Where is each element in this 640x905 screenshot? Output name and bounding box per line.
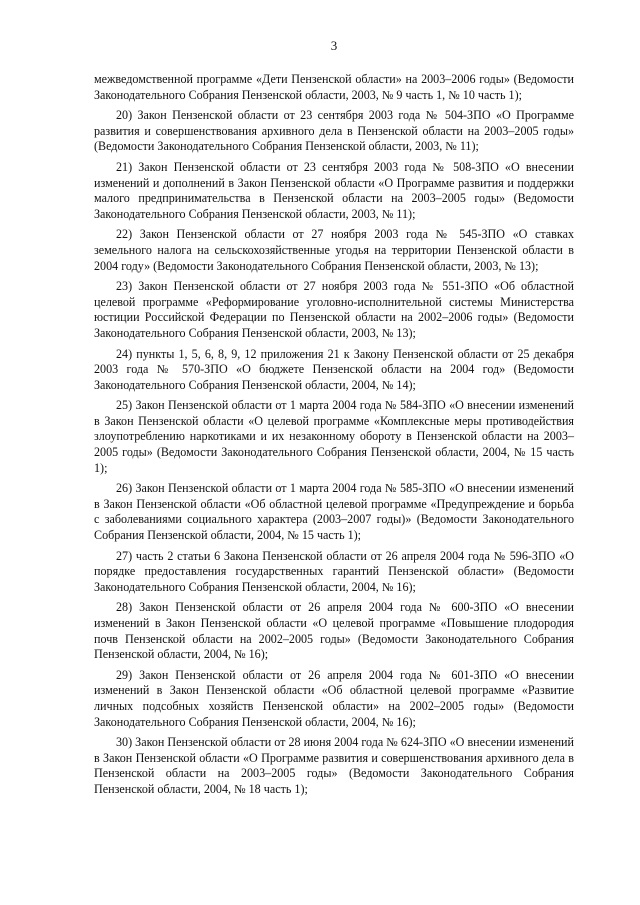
list-item-27: 27) часть 2 статьи 6 Закона Пензенской области от 26 апреля 2004 года № 596-ЗПО «О порядке предоставления государственных гарантий Пензенской области» (Ведомости Законодательного Собрания Пензенской области, 2004, № 16); bbox=[94, 548, 574, 594]
list-item-25: 25) Закон Пензенской области от 1 марта 2004 года № 584-ЗПО «О внесении изменений в Закон Пензенской области «О целевой программе «Комплексные меры противодействия злоупотреблению наркотиками и их незаконному обороту в Пензенской области на 2003–2005 годы» (Ведомости Законодательного Собрания Пензенской области, 2004, № 15 часть 1); bbox=[94, 398, 574, 475]
paragraph-continuation: межведомственной программе «Дети Пензенской области» на 2003–2006 годы» (Ведомости Законодательного Собрания Пензенской области, 2003, № 9 часть 1, № 10 часть 1); bbox=[94, 72, 574, 102]
page-number: 3 bbox=[330, 38, 338, 53]
list-item-29: 29) Закон Пензенской области от 26 апреля 2004 года № 601-ЗПО «О внесении изменений в Закон Пензенской области «Об областной целевой программе «Развитие личных подсобных хозяйств Пензенской области» на 2002–2005 годы» (Ведомости Законодательного Собрания Пензенской области, 2004, № 16); bbox=[94, 667, 574, 729]
list-item-24: 24) пункты 1, 5, 6, 8, 9, 12 приложения 21 к Закону Пензенской области от 25 декабря 2003 года № 570-ЗПО «О бюджете Пензенской области на 2004 год» (Ведомости Законодательного Собрания Пензенской области, 2004, № 14); bbox=[94, 346, 574, 392]
list-item-20: 20) Закон Пензенской области от 23 сентября 2003 года № 504-ЗПО «О Программе развития и совершенствования архивного дела в Пензенской области на 2003–2005 годы» (Ведомости Законодательного Собрания Пензенской области, 2003, № 11); bbox=[94, 108, 574, 154]
list-item-23: 23) Закон Пензенской области от 27 ноября 2003 года № 551-ЗПО «Об областной целевой программе «Реформирование уголовно-исполнительной системы Министерства юстиции Российской Федерации по Пензенской области на 2002–2006 годы» (Ведомости Законодательного Собрания Пензенской области, 2003, № 13); bbox=[94, 279, 574, 340]
list-item-26: 26) Закон Пензенской области от 1 марта 2004 года № 585-ЗПО «О внесении изменений в Закон Пензенской области «Об областной целевой программе «Предупреждение и борьба с заболеваниями социального характера (2003–2007 годы)» (Ведомости Законодательного Собрания Пензенской области, 2004, № 15 часть 1); bbox=[94, 481, 574, 543]
list-item-22: 22) Закон Пензенской области от 27 ноября 2003 года № 545-ЗПО «О ставках земельного налога на сельскохозяйственные угодья на территории Пензенской области в 2004 году» (Ведомости Законодательного Собрания Пензенской области, 2003, № 13); bbox=[94, 227, 574, 273]
list-item-21: 21) Закон Пензенской области от 23 сентября 2003 года № 508-ЗПО «О внесении изменений и дополнений в Закон Пензенской области «О Программе развития и поддержки малого предпринимательства в Пензенской области на 2003–2005 годы» (Ведомости Законодательного Собрания Пензенской области, 2003, № 11); bbox=[94, 159, 574, 221]
list-item-28: 28) Закон Пензенской области от 26 апреля 2004 года № 600-ЗПО «О внесении изменений в Закон Пензенской области «О целевой программе «Повышение плодородия почв Пензенской области на 2002–2005 годы» (Ведомости Законодательного Собрания Пензенской области, 2004, № 16); bbox=[94, 600, 574, 662]
list-item-30: 30) Закон Пензенской области от 28 июня 2004 года № 624-ЗПО «О внесении изменений в Закон Пензенской области «О Программе развития и совершенствования архивного дела в Пензенской области на 2003–2005 годы» (Ведомости Законодательного Собрания Пензенской области, 2004, № 18 часть 1); bbox=[94, 735, 574, 796]
